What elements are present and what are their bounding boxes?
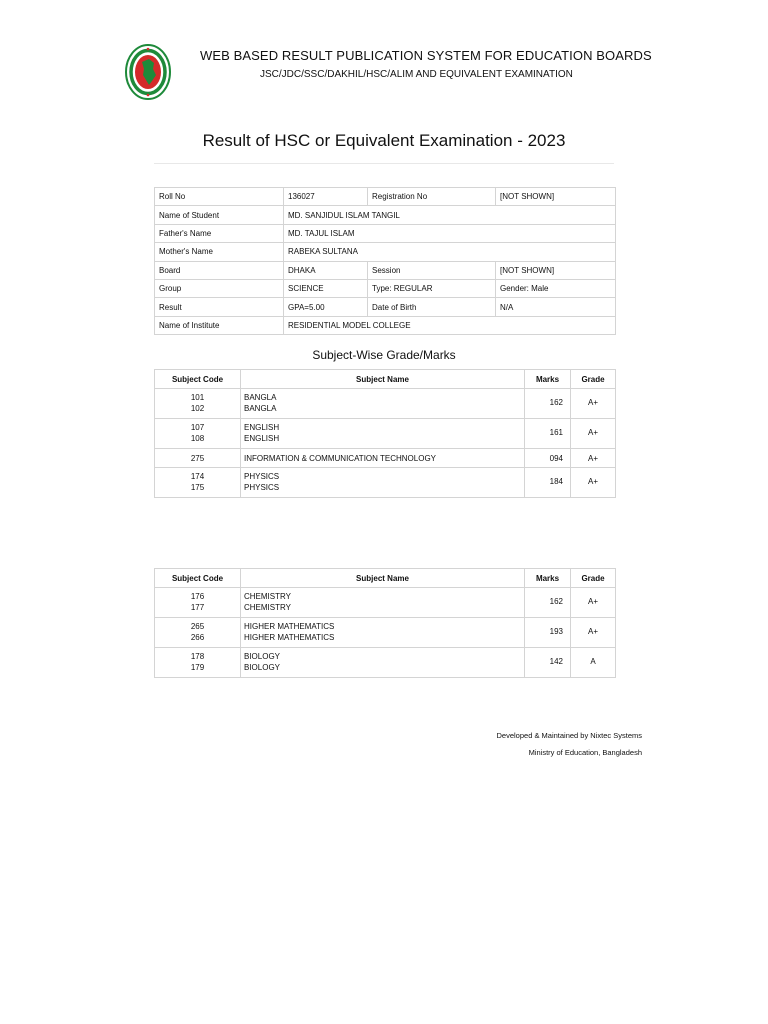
registration-label: Registration No [368, 188, 496, 206]
subject-name-cell: ENGLISH ENGLISH [241, 419, 525, 449]
marks-cell: 193 [525, 618, 571, 648]
marks-cell: 161 [525, 419, 571, 449]
footer-ministry: Ministry of Education, Bangladesh [528, 748, 642, 757]
dob-value: N/A [496, 298, 616, 316]
marks-cell: 162 [525, 588, 571, 618]
gender-value: Gender: Male [496, 279, 616, 297]
subject-code-cell: 275 [155, 449, 241, 468]
subject-name-cell: HIGHER MATHEMATICS HIGHER MATHEMATICS [241, 618, 525, 648]
grade-cell: A+ [571, 449, 616, 468]
mother-name-label: Mother's Name [155, 243, 284, 261]
registration-value: [NOT SHOWN] [496, 188, 616, 206]
session-value: [NOT SHOWN] [496, 261, 616, 279]
grade-row [155, 449, 616, 468]
subject-code-header: Subject Code [155, 569, 241, 588]
group-value: SCIENCE [284, 279, 368, 297]
board-label: Board [155, 261, 284, 279]
subject-wise-title: Subject-Wise Grade/Marks [312, 348, 456, 362]
institute-label: Name of Institute [155, 316, 284, 334]
subject-name-cell: CHEMISTRY CHEMISTRY [241, 588, 525, 618]
grade-header: Grade [571, 569, 616, 588]
mother-name-value: RABEKA SULTANA [284, 243, 616, 261]
grade-row [155, 618, 616, 648]
subject-code-cell: 176 177 [155, 588, 241, 618]
info-row-name [155, 206, 616, 224]
subject-name-header: Subject Name [241, 569, 525, 588]
subject-name-cell: BIOLOGY BIOLOGY [241, 648, 525, 678]
grade-row [155, 648, 616, 678]
board-value: DHAKA [284, 261, 368, 279]
marks-header: Marks [525, 569, 571, 588]
marks-header: Marks [525, 370, 571, 389]
subject-name-cell: INFORMATION & COMMUNICATION TECHNOLOGY [241, 449, 525, 468]
subject-name-cell: PHYSICS PHYSICS [241, 468, 525, 498]
grade-header-row [155, 370, 616, 389]
subject-code-header: Subject Code [155, 370, 241, 389]
subject-code-cell: 101 102 [155, 389, 241, 419]
title-divider [154, 163, 614, 164]
grade-row [155, 419, 616, 449]
result-label: Result [155, 298, 284, 316]
header-title: WEB BASED RESULT PUBLICATION SYSTEM FOR EDUCATION BOARDS [200, 48, 652, 63]
grade-row [155, 389, 616, 419]
marks-cell: 094 [525, 449, 571, 468]
subject-name-cell: BANGLA BANGLA [241, 389, 525, 419]
father-name-label: Father's Name [155, 224, 284, 242]
grade-row [155, 468, 616, 498]
type-value: Type: REGULAR [368, 279, 496, 297]
grade-cell: A+ [571, 419, 616, 449]
group-label: Group [155, 279, 284, 297]
info-row-mother [155, 243, 616, 261]
student-name-label: Name of Student [155, 206, 284, 224]
marks-cell: 142 [525, 648, 571, 678]
marks-cell: 162 [525, 389, 571, 419]
grade-cell: A [571, 648, 616, 678]
header-subtitle: JSC/JDC/SSC/DAKHIL/HSC/ALIM AND EQUIVALENT EXAMINATION [260, 69, 573, 80]
footer-developer: Developed & Maintained by Nixtec Systems [496, 731, 642, 740]
student-info-table [154, 187, 616, 335]
roll-label: Roll No [155, 188, 284, 206]
info-row-group [155, 279, 616, 297]
institute-value: RESIDENTIAL MODEL COLLEGE [284, 316, 616, 334]
subject-code-cell: 178 179 [155, 648, 241, 678]
subject-name-header: Subject Name [241, 370, 525, 389]
subject-code-cell: 107 108 [155, 419, 241, 449]
grade-cell: A+ [571, 468, 616, 498]
marks-cell: 184 [525, 468, 571, 498]
info-row-father [155, 224, 616, 242]
student-name-value: MD. SANJIDUL ISLAM TANGIL [284, 206, 616, 224]
roll-value: 136027 [284, 188, 368, 206]
grade-header: Grade [571, 370, 616, 389]
grade-table-page-2 [154, 568, 616, 678]
info-row-roll [155, 188, 616, 206]
grade-cell: A+ [571, 618, 616, 648]
subject-code-cell: 265 266 [155, 618, 241, 648]
dob-label: Date of Birth [368, 298, 496, 316]
father-name-value: MD. TAJUL ISLAM [284, 224, 616, 242]
page-title: Result of HSC or Equivalent Examination - 2023 [202, 131, 566, 150]
info-row-result [155, 298, 616, 316]
result-value: GPA=5.00 [284, 298, 368, 316]
grade-row [155, 588, 616, 618]
grade-header-row [155, 569, 616, 588]
subject-code-cell: 174 175 [155, 468, 241, 498]
grade-cell: A+ [571, 588, 616, 618]
info-row-board [155, 261, 616, 279]
government-seal-logo [125, 44, 171, 100]
session-label: Session [368, 261, 496, 279]
info-row-institute [155, 316, 616, 334]
grade-table-page-1 [154, 369, 616, 498]
grade-cell: A+ [571, 389, 616, 419]
